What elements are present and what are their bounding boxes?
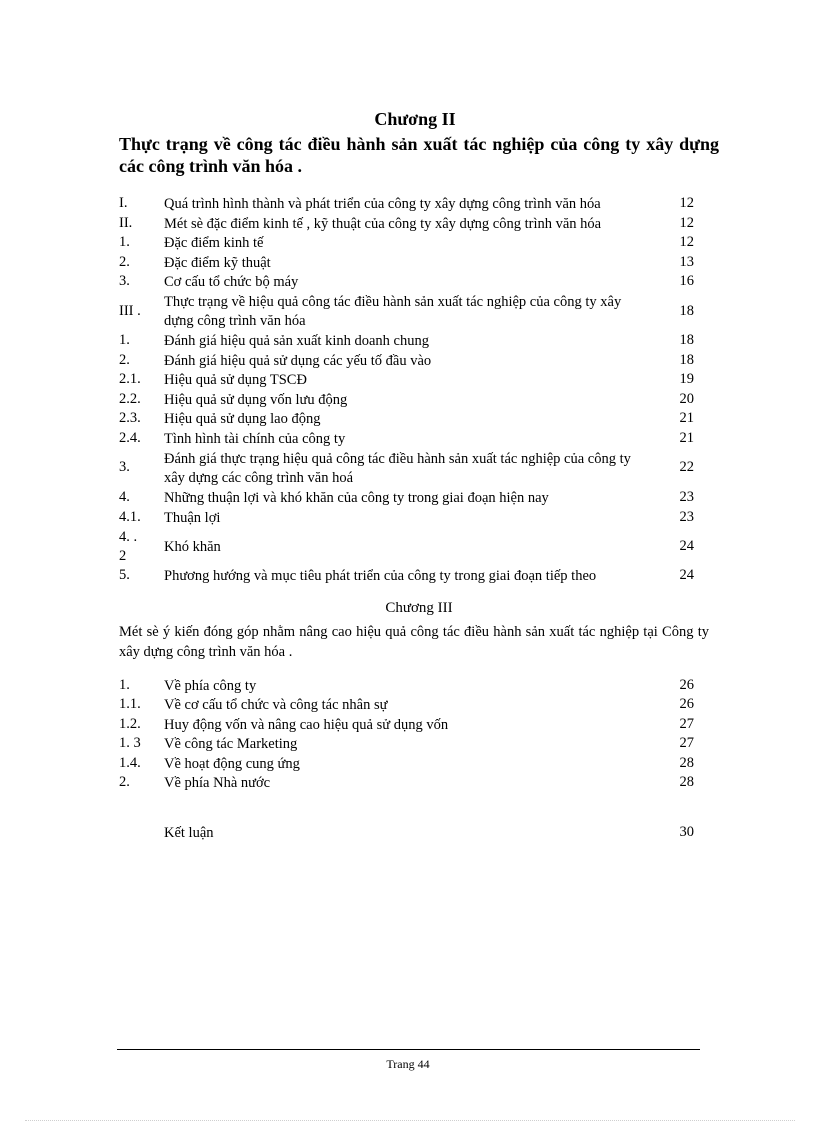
- chapter-2-title: Chương II: [374, 109, 456, 129]
- toc-page: 18: [679, 352, 694, 368]
- toc-number: 1.1.: [119, 696, 141, 712]
- toc-text: Thực trạng về hiệu quả công tác điều hành sản xuất tác nghiệp của công ty xây dựng công trình văn hóa: [164, 294, 622, 329]
- toc-number: 1.4.: [119, 755, 141, 771]
- toc-page: 16: [679, 273, 694, 289]
- toc-text: Khó khăn: [164, 539, 221, 555]
- toc-text: Đặc điểm kỹ thuật: [164, 255, 271, 271]
- toc-page: 24: [679, 567, 694, 583]
- toc-page: 21: [679, 410, 694, 426]
- toc-page: 18: [679, 332, 694, 348]
- toc-number: I.: [119, 195, 128, 211]
- toc-page: 18: [679, 303, 694, 319]
- toc-page: 20: [679, 391, 694, 407]
- toc-text: Về phía Nhà nước: [164, 775, 271, 791]
- toc-text: Đặc điểm kinh tế: [164, 235, 264, 251]
- toc-number: 2.3.: [119, 410, 141, 426]
- toc-page: 28: [679, 755, 694, 771]
- toc-page: 22: [679, 459, 694, 475]
- page-number: Trang 44: [386, 1057, 430, 1071]
- toc-text: Những thuận lợi và khó khăn của công ty trong giai đoạn hiện nay: [164, 490, 549, 506]
- toc-number: 2.4.: [119, 430, 141, 446]
- toc-text: Huy động vốn và nâng cao hiệu quả sử dụng vốn: [164, 717, 449, 733]
- toc-number: 1.: [119, 677, 130, 693]
- toc-number: 5.: [119, 567, 130, 583]
- toc-text: Đánh giá hiệu quả sản xuất kinh doanh chung: [164, 333, 429, 349]
- toc-text: Đánh giá hiệu quả sử dụng các yếu tố đầu vào: [164, 353, 432, 369]
- toc-text: Cơ cấu tổ chức bộ máy: [164, 274, 299, 290]
- toc-page: 26: [679, 677, 694, 693]
- toc-number: 2.2.: [119, 391, 141, 407]
- toc-number: 4.: [119, 489, 130, 505]
- toc-number: 4. . 2: [119, 529, 138, 564]
- toc-page: 23: [679, 489, 694, 505]
- toc-text: Mét sè đặc điểm kinh tế , kỹ thuật của công ty xây dựng công trình văn hóa: [164, 216, 602, 232]
- page-edge-divider: [25, 1120, 795, 1121]
- toc-number: 4.1.: [119, 509, 141, 525]
- toc-text: Kết luận: [164, 825, 214, 841]
- toc-number: 2.: [119, 774, 130, 790]
- toc-text: Hiệu quả sử dụng TSCĐ: [164, 372, 307, 388]
- toc-page: 24: [679, 538, 694, 554]
- chapter-3-title: Chương III: [385, 600, 453, 616]
- toc-page: 27: [679, 735, 694, 751]
- toc-page: 30: [679, 824, 694, 840]
- toc-text: Quá trình hình thành và phát triển của công ty xây dựng công trình văn hóa: [164, 196, 601, 212]
- toc-number: 1.: [119, 234, 130, 250]
- toc-page: 13: [679, 254, 694, 270]
- toc-text: Về công tác Marketing: [164, 736, 298, 752]
- toc-page: 12: [679, 195, 694, 211]
- toc-text: Về phía công ty: [164, 678, 257, 694]
- toc-number: III .: [119, 303, 141, 319]
- toc-number: 2.: [119, 254, 130, 270]
- toc-text: Hiệu quả sử dụng lao động: [164, 411, 321, 427]
- toc-number: 3.: [119, 273, 130, 289]
- toc-text: Hiệu quả sử dụng vốn lưu động: [164, 392, 348, 408]
- toc-number: 1.2.: [119, 716, 141, 732]
- toc-number: 3.: [119, 459, 130, 475]
- toc-page: 23: [679, 509, 694, 525]
- toc-text: Đánh giá thực trạng hiệu quả công tác điều hành sản xuất tác nghiệp của công ty xây dựng các công trình văn hoá: [164, 451, 631, 486]
- toc-number: 2.: [119, 352, 130, 368]
- toc-number: 1.: [119, 332, 130, 348]
- toc-page: 27: [679, 716, 694, 732]
- toc-text: Thuận lợi: [164, 510, 221, 526]
- toc-page: 12: [679, 215, 694, 231]
- toc-page: 12: [679, 234, 694, 250]
- toc-text: Tình hình tài chính của công ty: [164, 431, 346, 447]
- toc-text: Phương hướng và mục tiêu phát triển của công ty trong giai đoạn tiếp theo: [164, 568, 597, 584]
- toc-page: 26: [679, 696, 694, 712]
- toc-page: 21: [679, 430, 694, 446]
- toc-text: Về hoạt động cung ứng: [164, 756, 300, 772]
- footer-divider: [117, 1049, 700, 1050]
- toc-page: 28: [679, 774, 694, 790]
- toc-number: II.: [119, 215, 133, 231]
- chapter-3-subtitle: Mét sè ý kiến đóng góp nhằm nâng cao hiệu quả công tác điều hành sản xuất tác nghiệp tại Công ty xây dựng công trình văn hóa .: [119, 624, 709, 660]
- toc-text: Về cơ cấu tổ chức và công tác nhân sự: [164, 697, 388, 713]
- toc-page: 19: [679, 371, 694, 387]
- chapter-2-subtitle: Thực trạng về công tác điều hành sản xuất tác nghiệp của công ty xây dựng các công trình văn hóa .: [119, 134, 719, 176]
- toc-number: 2.1.: [119, 371, 141, 387]
- toc-number: 1. 3: [119, 735, 141, 751]
